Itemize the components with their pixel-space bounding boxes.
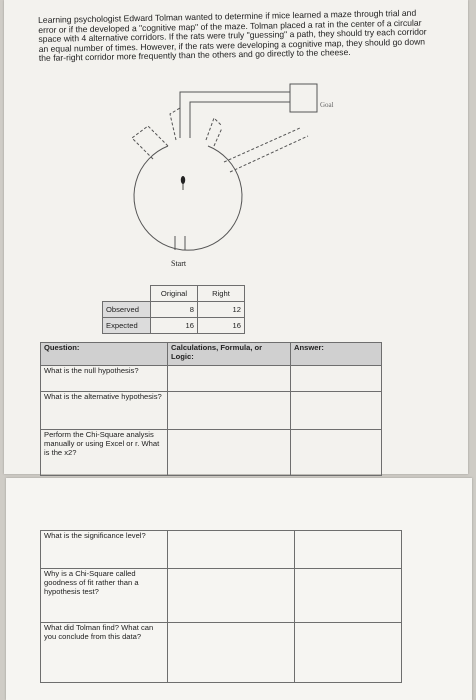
- observed-right: 12: [198, 301, 245, 317]
- start-label: Start: [171, 259, 187, 268]
- answer-cell[interactable]: [291, 392, 382, 430]
- counts-table: [102, 285, 245, 334]
- header-right: Right: [198, 286, 245, 302]
- calculation-cell[interactable]: [168, 366, 291, 392]
- answer-cell[interactable]: [295, 569, 402, 623]
- question-goodness-of-fit: Why is a Chi-Square called goodness of fit rather than a hypothesis test?: [41, 569, 168, 623]
- table-row: [41, 430, 382, 476]
- straight-corridor: [180, 92, 290, 138]
- goal-label: Goal: [320, 101, 334, 109]
- answer-cell[interactable]: [291, 366, 382, 392]
- table-row: [41, 569, 402, 623]
- question-null-hypothesis: What is the null hypothesis?: [41, 366, 168, 392]
- upper-left-corridor: [170, 108, 180, 140]
- counts-header-row: [103, 286, 245, 302]
- answer-cell[interactable]: [295, 623, 402, 683]
- answer-header: Answer:: [291, 343, 382, 366]
- observed-original: 8: [151, 301, 198, 317]
- right-corridor: [206, 118, 222, 146]
- calculation-cell[interactable]: [168, 623, 295, 683]
- question-header-row: [41, 343, 382, 366]
- header-original: Original: [151, 286, 198, 302]
- rat-icon: [181, 176, 185, 190]
- calculation-cell[interactable]: [168, 430, 291, 476]
- intro-paragraph: Learning psychologist Edward Tolman wanted to determine if mice learned a maze through trial and error or if the developed a "cognitive map" of the maze. Tolman placed a rat in the center of a circular space with 4 alternative corridors. If the rats were truly "guessing" a path, they should try each corridor an equal number of times. However, if the rats were developing a cognitive map, they should go down the far-right corridor more frequently than the others and go directly to the cheese.: [37, 7, 427, 64]
- maze-diagram: [0, 0, 476, 280]
- question-chi-square: Perform the Chi-Square analysis manually or using Excel or r. What is the x2?: [41, 430, 168, 476]
- calculation-cell[interactable]: [168, 569, 295, 623]
- observed-row: [103, 301, 245, 317]
- observed-label: Observed: [103, 301, 151, 317]
- question-significance-level: What is the significance level?: [41, 531, 168, 569]
- calculations-header: Calculations, Formula, or Logic:: [168, 343, 291, 366]
- far-right-corridor: [224, 128, 308, 172]
- calculation-cell[interactable]: [168, 392, 291, 430]
- table-row: [41, 392, 382, 430]
- table-row: [41, 531, 402, 569]
- expected-row: [103, 317, 245, 333]
- expected-right: 16: [198, 317, 245, 333]
- answer-cell[interactable]: [291, 430, 382, 476]
- table-row: [41, 623, 402, 683]
- question-header: Question:: [41, 343, 168, 366]
- expected-original: 16: [151, 317, 198, 333]
- goal-box: [290, 84, 317, 112]
- left-corridor: [132, 126, 168, 160]
- question-tolman-conclusion: What did Tolman find? What can you conclude from this data?: [41, 623, 168, 683]
- calculation-cell[interactable]: [168, 531, 295, 569]
- question-table-continued: [40, 530, 402, 683]
- expected-label: Expected: [103, 317, 151, 333]
- answer-cell[interactable]: [295, 531, 402, 569]
- table-row: [41, 366, 382, 392]
- question-alternative-hypothesis: What is the alternative hypothesis?: [41, 392, 168, 430]
- question-table: [40, 342, 382, 476]
